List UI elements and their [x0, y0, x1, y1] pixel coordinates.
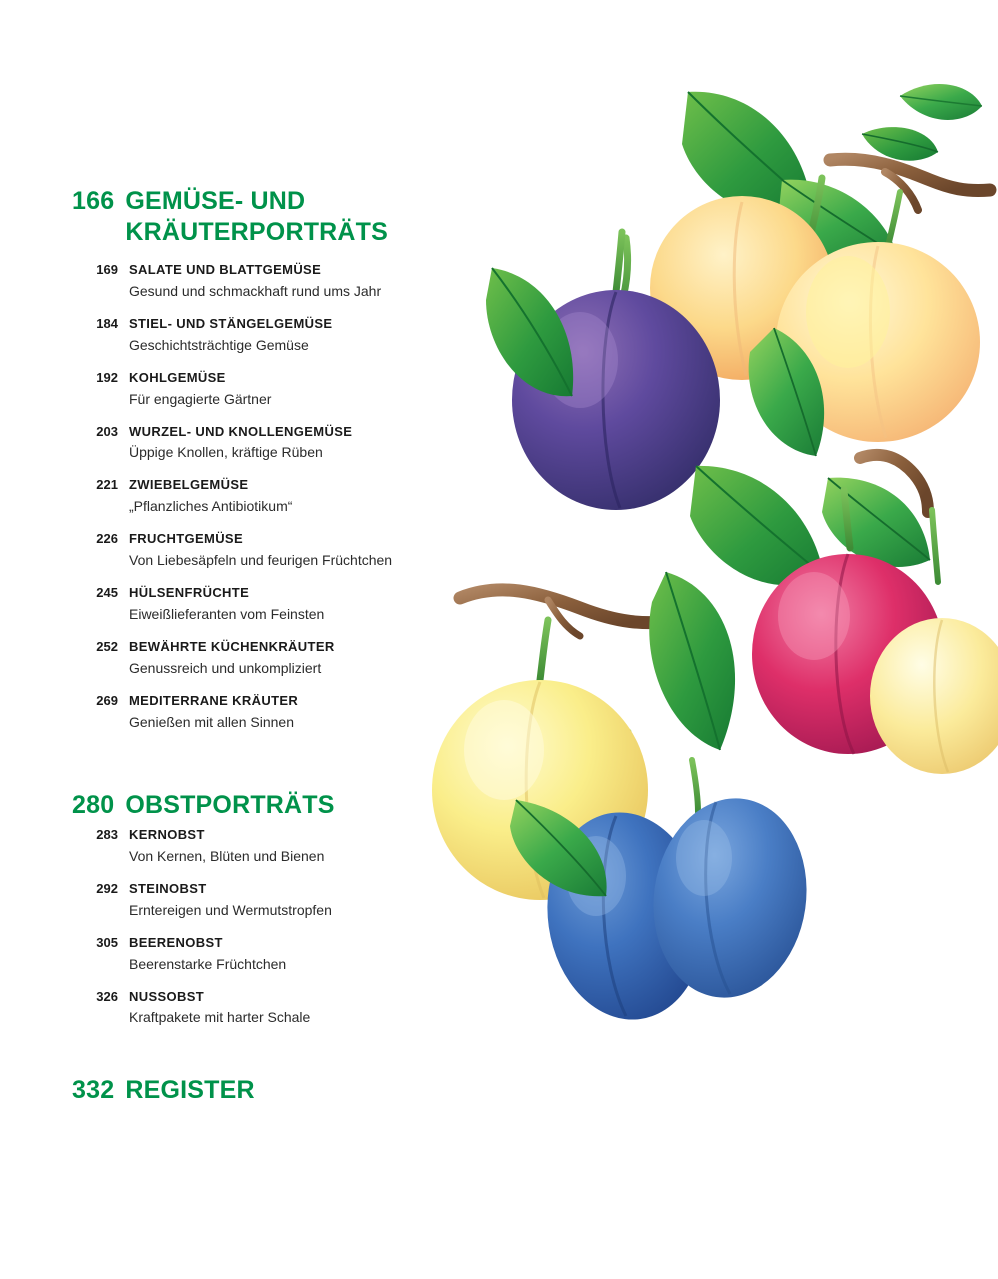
apricot-upper-right [776, 242, 980, 442]
entry-body [129, 934, 492, 975]
toc-entry[interactable] [72, 826, 492, 867]
toc-entry[interactable] [72, 692, 492, 733]
table-of-contents [72, 186, 492, 1106]
entry-body [129, 826, 492, 867]
entry-label: KOHLGEMÜSE [129, 369, 226, 385]
entry-subtitle: Beerenstarke Früchtchen [129, 955, 287, 972]
entry-page-number: 305 [96, 934, 118, 950]
entry-subtitle: Üppige Knollen, kräftige Rüben [129, 444, 323, 461]
entry-body [129, 261, 492, 302]
entry-page-number: 269 [96, 692, 118, 708]
entry-body [129, 638, 492, 679]
entry-label: WURZEL- UND KNOLLENGEMÜSE [129, 423, 353, 439]
leaf-lower-center [690, 466, 824, 585]
leaf-front-lower [510, 800, 607, 896]
toc-entry[interactable] [72, 423, 492, 464]
entry-label: STIEL- UND STÄNGELGEMÜSE [129, 315, 333, 331]
leaf-cluster-top [862, 84, 982, 161]
entry-label: NUSSOBST [129, 988, 205, 1004]
stems-upper [618, 178, 900, 312]
stems-lower [540, 490, 938, 812]
toc-entry[interactable] [72, 880, 492, 921]
entry-subtitle: Gesund und schmackhaft rund ums Jahr [129, 282, 382, 299]
leaf-left-upper [486, 268, 573, 396]
section-title-line2: KRÄUTERPORTRÄTS [125, 217, 389, 246]
leaf-upper-left [682, 92, 812, 215]
entry-subtitle: Eiweißlieferanten vom Feinsten [129, 605, 325, 622]
plum-purple [512, 232, 720, 510]
section-entries-gemuese [72, 261, 492, 733]
entry-body [129, 476, 492, 517]
entry-subtitle: Genussreich und unkompliziert [129, 659, 322, 676]
entry-page-number: 169 [96, 262, 118, 277]
entry-subtitle: Von Liebesäpfeln und feurigen Früchtchen [129, 552, 393, 569]
entry-label: MEDITERRANE KRÄUTER [129, 692, 299, 708]
leaf-lower-long [649, 572, 735, 750]
toc-entry[interactable] [72, 315, 492, 356]
section-title-line1: GEMÜSE- UND [125, 187, 306, 215]
leaf-upper-mid [778, 180, 898, 267]
plum-blue-left [534, 802, 717, 1030]
upper-branch [830, 159, 990, 210]
section-title: REGISTER [125, 1076, 255, 1105]
entry-body [129, 988, 492, 1029]
entry-subtitle: Geschichtsträchtige Gemüse [129, 336, 309, 353]
spacer [72, 1041, 492, 1075]
entry-page-number: 292 [96, 880, 118, 896]
entry-label: KERNOBST [129, 827, 205, 843]
lower-branch [460, 455, 928, 636]
entry-label: HÜLSENFRÜCHTE [129, 585, 250, 601]
spacer [72, 746, 492, 790]
entry-page-number: 184 [96, 315, 118, 331]
section-heading-register[interactable] [72, 1075, 492, 1106]
entry-body [129, 530, 492, 571]
entry-page-number: 252 [96, 638, 118, 654]
section-entries-obst [72, 826, 492, 1028]
entry-page-number: 203 [96, 423, 118, 439]
plums-illustration [430, 60, 998, 1070]
entry-subtitle: Genießen mit allen Sinnen [129, 713, 294, 730]
entry-label: FRUCHTGEMÜSE [129, 531, 243, 547]
entry-body [129, 423, 492, 464]
entry-subtitle: Kraftpakete mit harter Schale [129, 1009, 311, 1026]
toc-entry[interactable] [72, 369, 492, 410]
entry-page-number: 192 [96, 369, 118, 385]
apricot-upper-left [650, 196, 834, 380]
section-page-number: 332 [72, 1076, 115, 1105]
entry-subtitle: „Pflanzliches Antibiotikum“ [129, 498, 293, 515]
toc-entry[interactable] [72, 988, 492, 1029]
leaf-lower-right [822, 478, 930, 567]
entry-body [129, 880, 492, 921]
entry-page-number: 221 [96, 477, 118, 493]
toc-entry[interactable] [72, 934, 492, 975]
section-heading-gemuese[interactable] [72, 186, 492, 247]
entry-body [129, 315, 492, 356]
entry-body [129, 692, 492, 733]
leaf-lower-small [522, 765, 610, 833]
entry-label: BEERENOBST [129, 934, 223, 950]
entry-page-number: 326 [96, 988, 118, 1004]
entry-body [129, 369, 492, 410]
entry-label: SALATE UND BLATTGEMÜSE [129, 262, 322, 277]
entry-page-number: 226 [96, 531, 118, 547]
plum-yellow-small [870, 618, 998, 774]
section-page-number: 166 [72, 187, 115, 215]
section-title [125, 186, 388, 247]
entry-label: ZWIEBELGEMÜSE [129, 477, 249, 493]
section-title: OBSTPORTRÄTS [125, 790, 335, 819]
leaf-right-upper [749, 328, 824, 456]
section-heading-obst[interactable] [72, 790, 492, 821]
toc-entry[interactable] [72, 530, 492, 571]
entry-subtitle: Von Kernen, Blüten und Bienen [129, 847, 325, 864]
section-page-number: 280 [72, 790, 115, 819]
toc-entry[interactable] [72, 476, 492, 517]
entry-subtitle: Erntereigen und Wermutstropfen [129, 901, 332, 918]
toc-entry[interactable] [72, 584, 492, 625]
entry-label: BEWÄHRTE KÜCHENKRÄUTER [129, 638, 335, 654]
toc-entry[interactable] [72, 638, 492, 679]
entry-label: STEINOBST [129, 880, 207, 896]
plum-magenta [752, 554, 944, 754]
entry-body [129, 584, 492, 625]
plum-blue-right [641, 788, 819, 1007]
toc-entry[interactable] [72, 261, 492, 302]
entry-subtitle: Für engagierte Gärtner [129, 390, 272, 407]
entry-page-number: 283 [96, 827, 118, 843]
entry-page-number: 245 [96, 585, 118, 601]
